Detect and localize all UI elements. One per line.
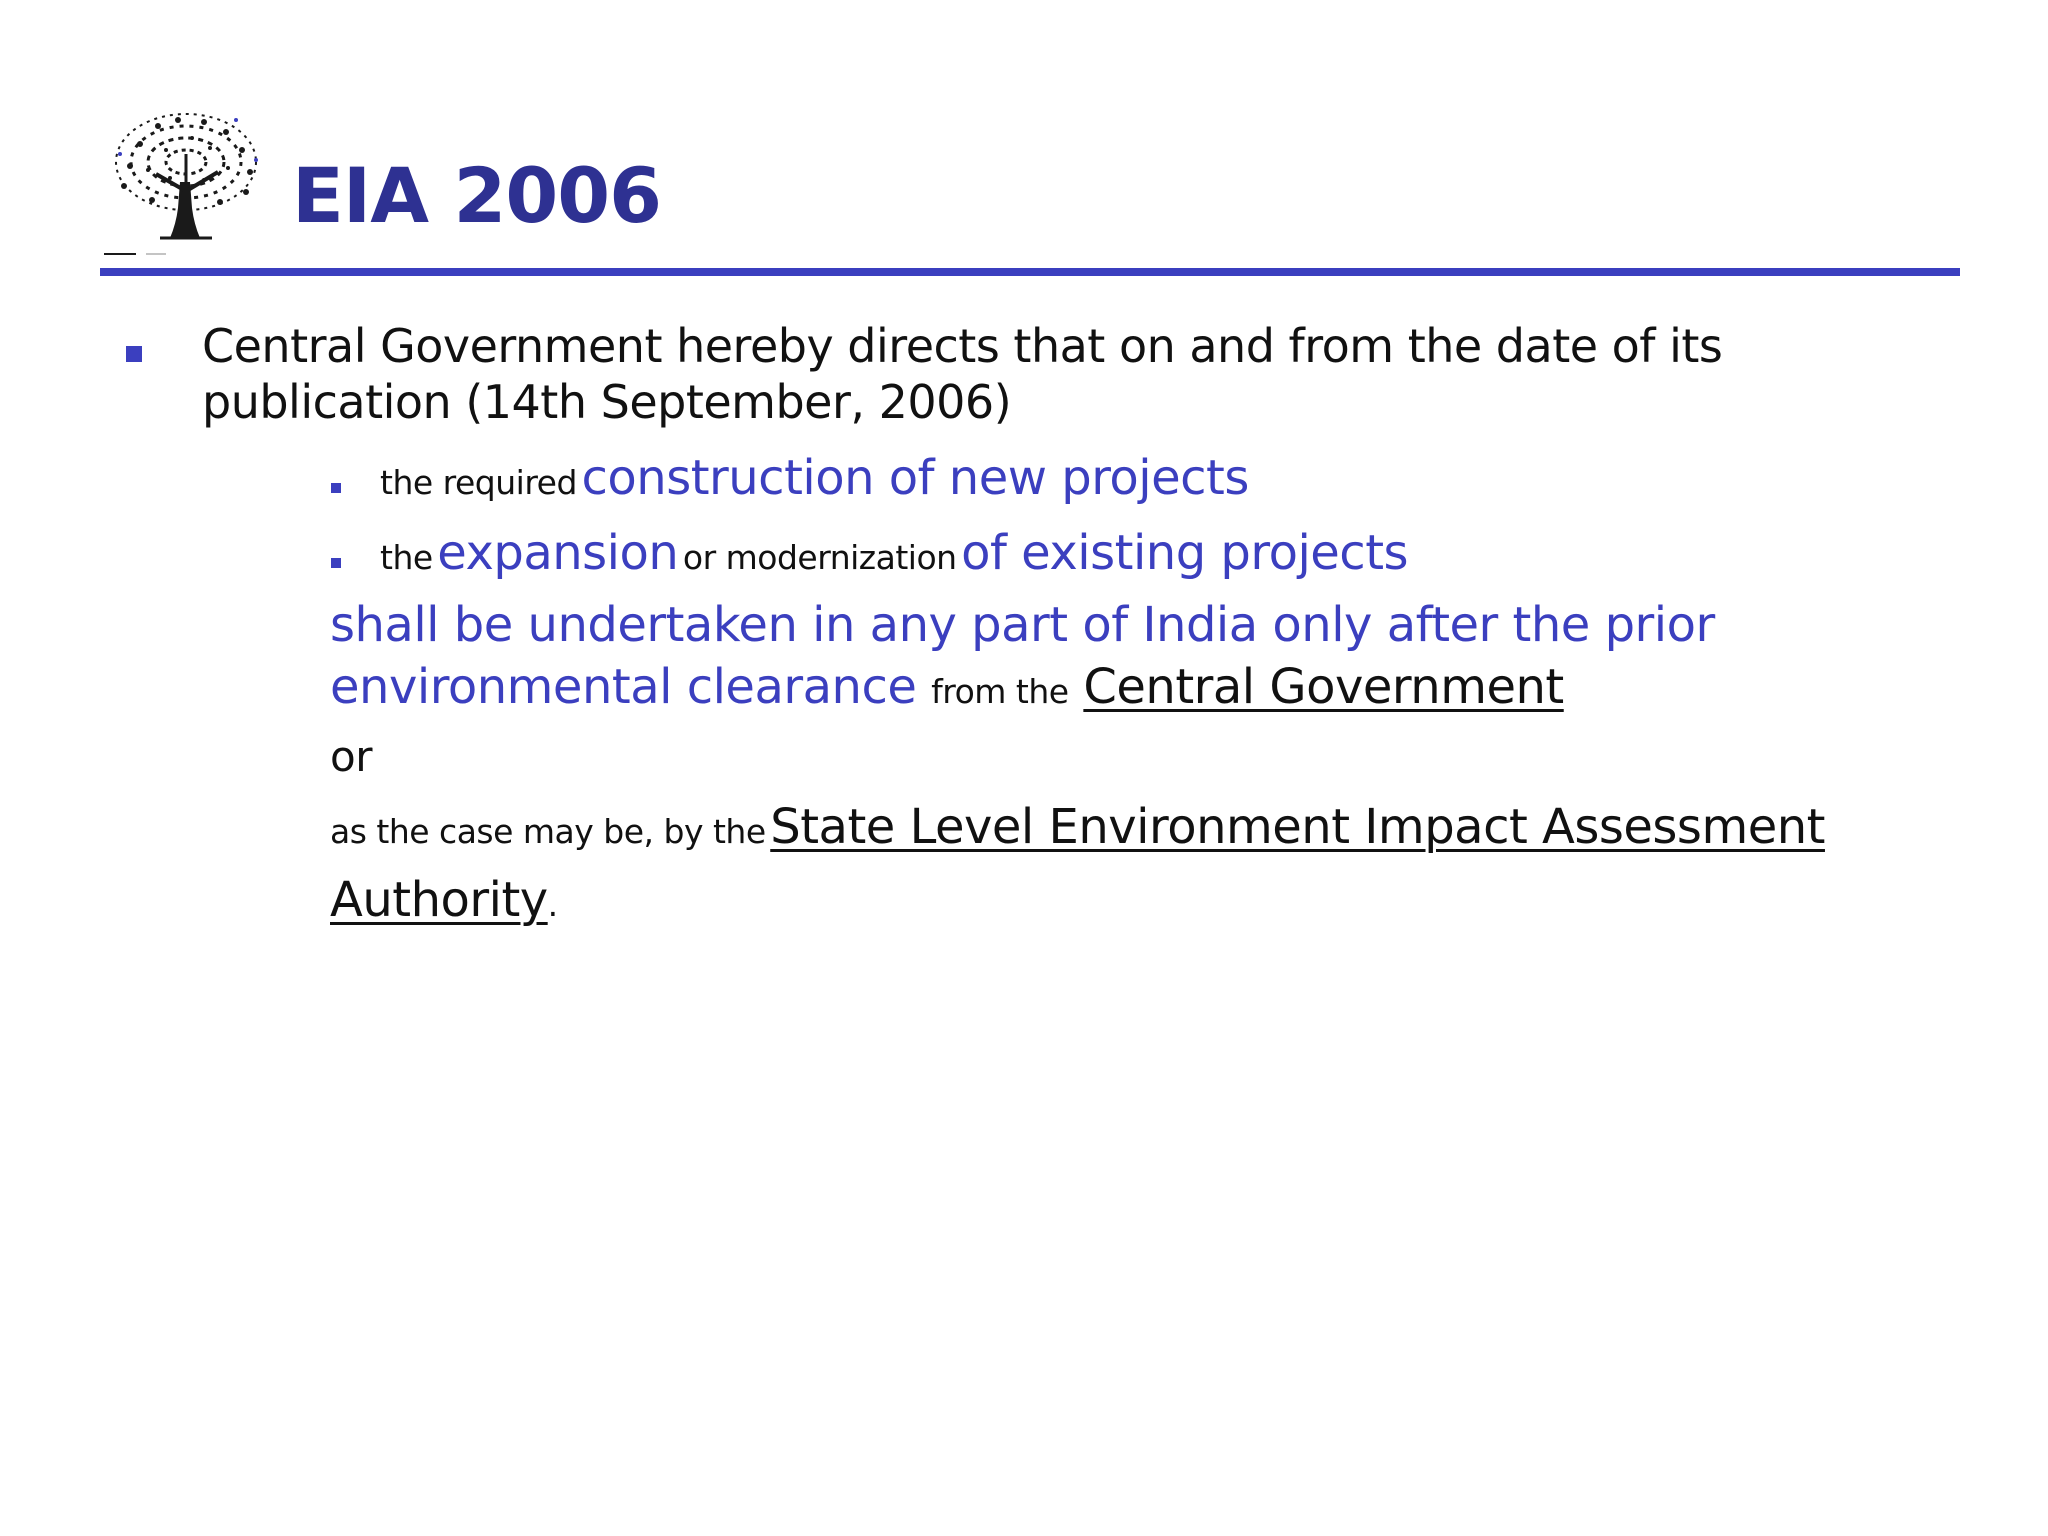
sub-bullet-emphasis: of existing projects	[961, 525, 1409, 581]
square-bullet-icon	[126, 346, 142, 362]
condition-text: shall be undertaken in any part of India only after the prior environmental clearance	[330, 597, 1715, 715]
sub-bullet-existing-projects	[380, 525, 1408, 581]
sub-bullet-new-projects	[380, 450, 1249, 506]
square-bullet-icon	[331, 483, 341, 493]
sub-bullet-middle: or modernization	[682, 538, 957, 577]
central-government-link: Central Government	[1083, 659, 1564, 715]
square-bullet-icon	[331, 558, 341, 568]
alternative-prefix: as the case may be, by the	[330, 812, 766, 851]
alternative-paragraph	[330, 796, 1890, 942]
main-bullet-text: Central Government hereby directs that on and from the date of its publication (14th September, 2006)	[202, 319, 1723, 429]
sub-bullet-prefix: the	[380, 538, 433, 577]
or-text: or	[330, 732, 372, 781]
sub-bullet-prefix: the required	[380, 463, 577, 502]
condition-paragraph	[330, 594, 1890, 723]
sub-bullet-emphasis: construction of new projects	[581, 450, 1249, 506]
condition-connector: from the	[931, 672, 1069, 711]
page-title: EIA 2006	[292, 151, 661, 240]
title-divider	[100, 268, 1960, 276]
state-authority-link: State Level Environment Impact Assessment Authority	[330, 799, 1825, 928]
sub-bullet-emphasis: expansion	[437, 525, 679, 581]
alternative-suffix: .	[547, 885, 558, 924]
tree-logo-icon	[100, 104, 272, 262]
